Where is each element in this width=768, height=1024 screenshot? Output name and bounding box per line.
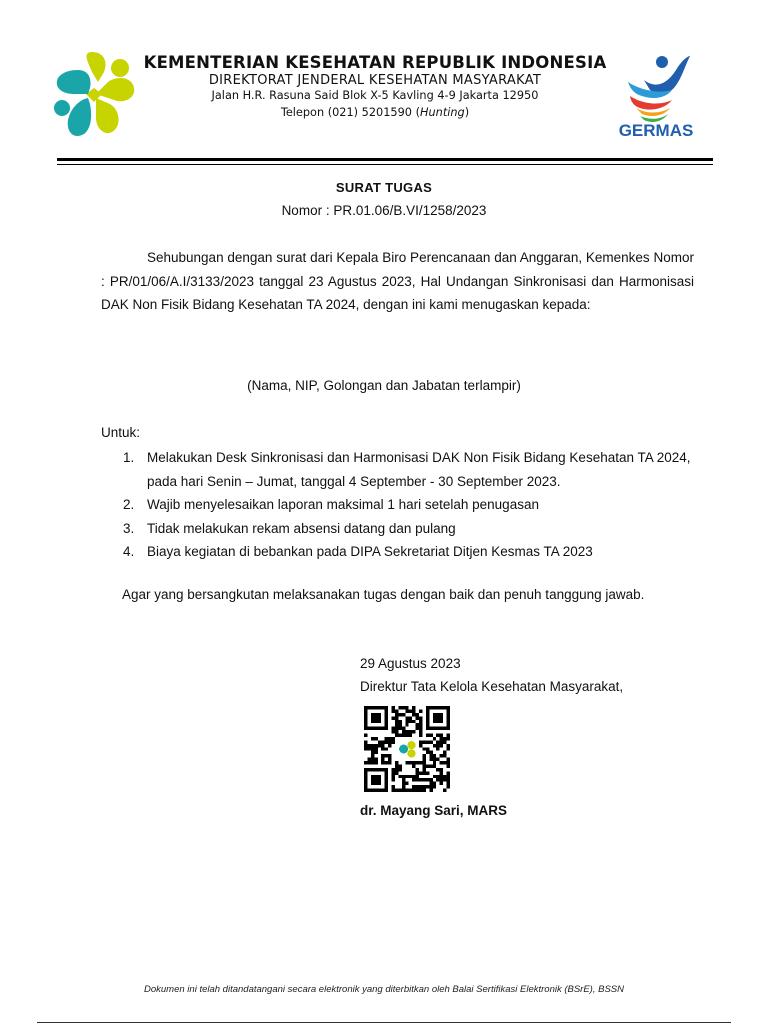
germas-label: GERMAS <box>618 121 694 140</box>
phone-text: Telepon (021) 5201590 ( <box>280 106 420 119</box>
footer-rule <box>37 1022 731 1023</box>
task-text: Wajib menyelesaikan laporan maksimal 1 hari setelah penugasan <box>147 497 539 512</box>
task-text: Tidak melakukan rekam absensi datang dan pulang <box>147 520 456 536</box>
task-item <box>101 540 696 564</box>
task-item <box>101 446 696 493</box>
task-item <box>101 517 696 541</box>
task-number: 4. <box>123 544 135 559</box>
ministry-address: Jalan H.R. Rasuna Said Blok X-5 Kavling 4-9 Jakarta 12950 <box>211 89 539 102</box>
document-number: Nomor : PR.01.06/B.VI/1258/2023 <box>281 203 487 218</box>
task-item <box>101 493 696 517</box>
closing-sentence: Agar yang bersangkutan melaksanakan tugas dengan baik dan penuh tanggung jawab. <box>122 587 645 602</box>
kemenkes-logo-icon <box>52 48 140 140</box>
phone-note: Hunting <box>420 106 465 119</box>
ministry-phone <box>140 106 610 119</box>
qr-code-icon <box>362 706 452 792</box>
directorate-name: DIREKTORAT JENDERAL KESEHATAN MASYARAKAT <box>208 73 542 88</box>
task-text: Biaya kegiatan di bebankan pada DIPA Sekretariat Ditjen Kesmas TA 2023 <box>147 544 593 559</box>
signature-position: Direktur Tata Kelola Kesehatan Masyarakat, <box>360 679 624 694</box>
document-title: SURAT TUGAS <box>335 180 433 195</box>
task-text: Melakukan Desk Sinkronisasi dan Harmonisasi DAK Non Fisik Bidang Kesehatan TA 2024, pada hari Senin – Jumat, tanggal 4 September - 30 September 2023. <box>147 450 691 489</box>
untuk-label: Untuk: <box>101 425 141 440</box>
opening-text: Sehubungan dengan surat dari Kepala Biro Perencanaan dan Anggaran, Kemenkes Nomor : PR/01/06/A.I/3133/2023 tanggal 23 Agustus 2023, Hal Undangan Sinkronisasi dan Harmonisasi DAK Non Fisik Bidang Kesehatan TA 2024, dengan ini kami menugaskan kepada: <box>101 250 694 312</box>
esign-footer-note: Dokumen ini telah ditandatangani secara elektronik yang diterbitkan oleh Balai Sertifikasi Elektronik (BSrE), BSSN <box>144 984 624 995</box>
task-number: 2. <box>123 497 135 512</box>
task-number: 1. <box>123 450 135 465</box>
letterhead-rule-thin <box>57 164 713 165</box>
task-list <box>101 446 696 564</box>
signatory-name: dr. Mayang Sari, MARS <box>360 803 508 818</box>
germas-logo-icon <box>610 50 702 142</box>
attachment-note: (Nama, NIP, Golongan dan Jabatan terlampir) <box>247 378 521 393</box>
signature-date: 29 Agustus 2023 <box>360 656 461 671</box>
task-number: 3. <box>123 520 135 536</box>
ministry-name: KEMENTERIAN KESEHATAN REPUBLIK INDONESIA <box>143 53 607 72</box>
phone-close: ) <box>464 106 470 119</box>
letterhead-rule-thick <box>57 158 713 161</box>
opening-paragraph <box>101 246 694 317</box>
